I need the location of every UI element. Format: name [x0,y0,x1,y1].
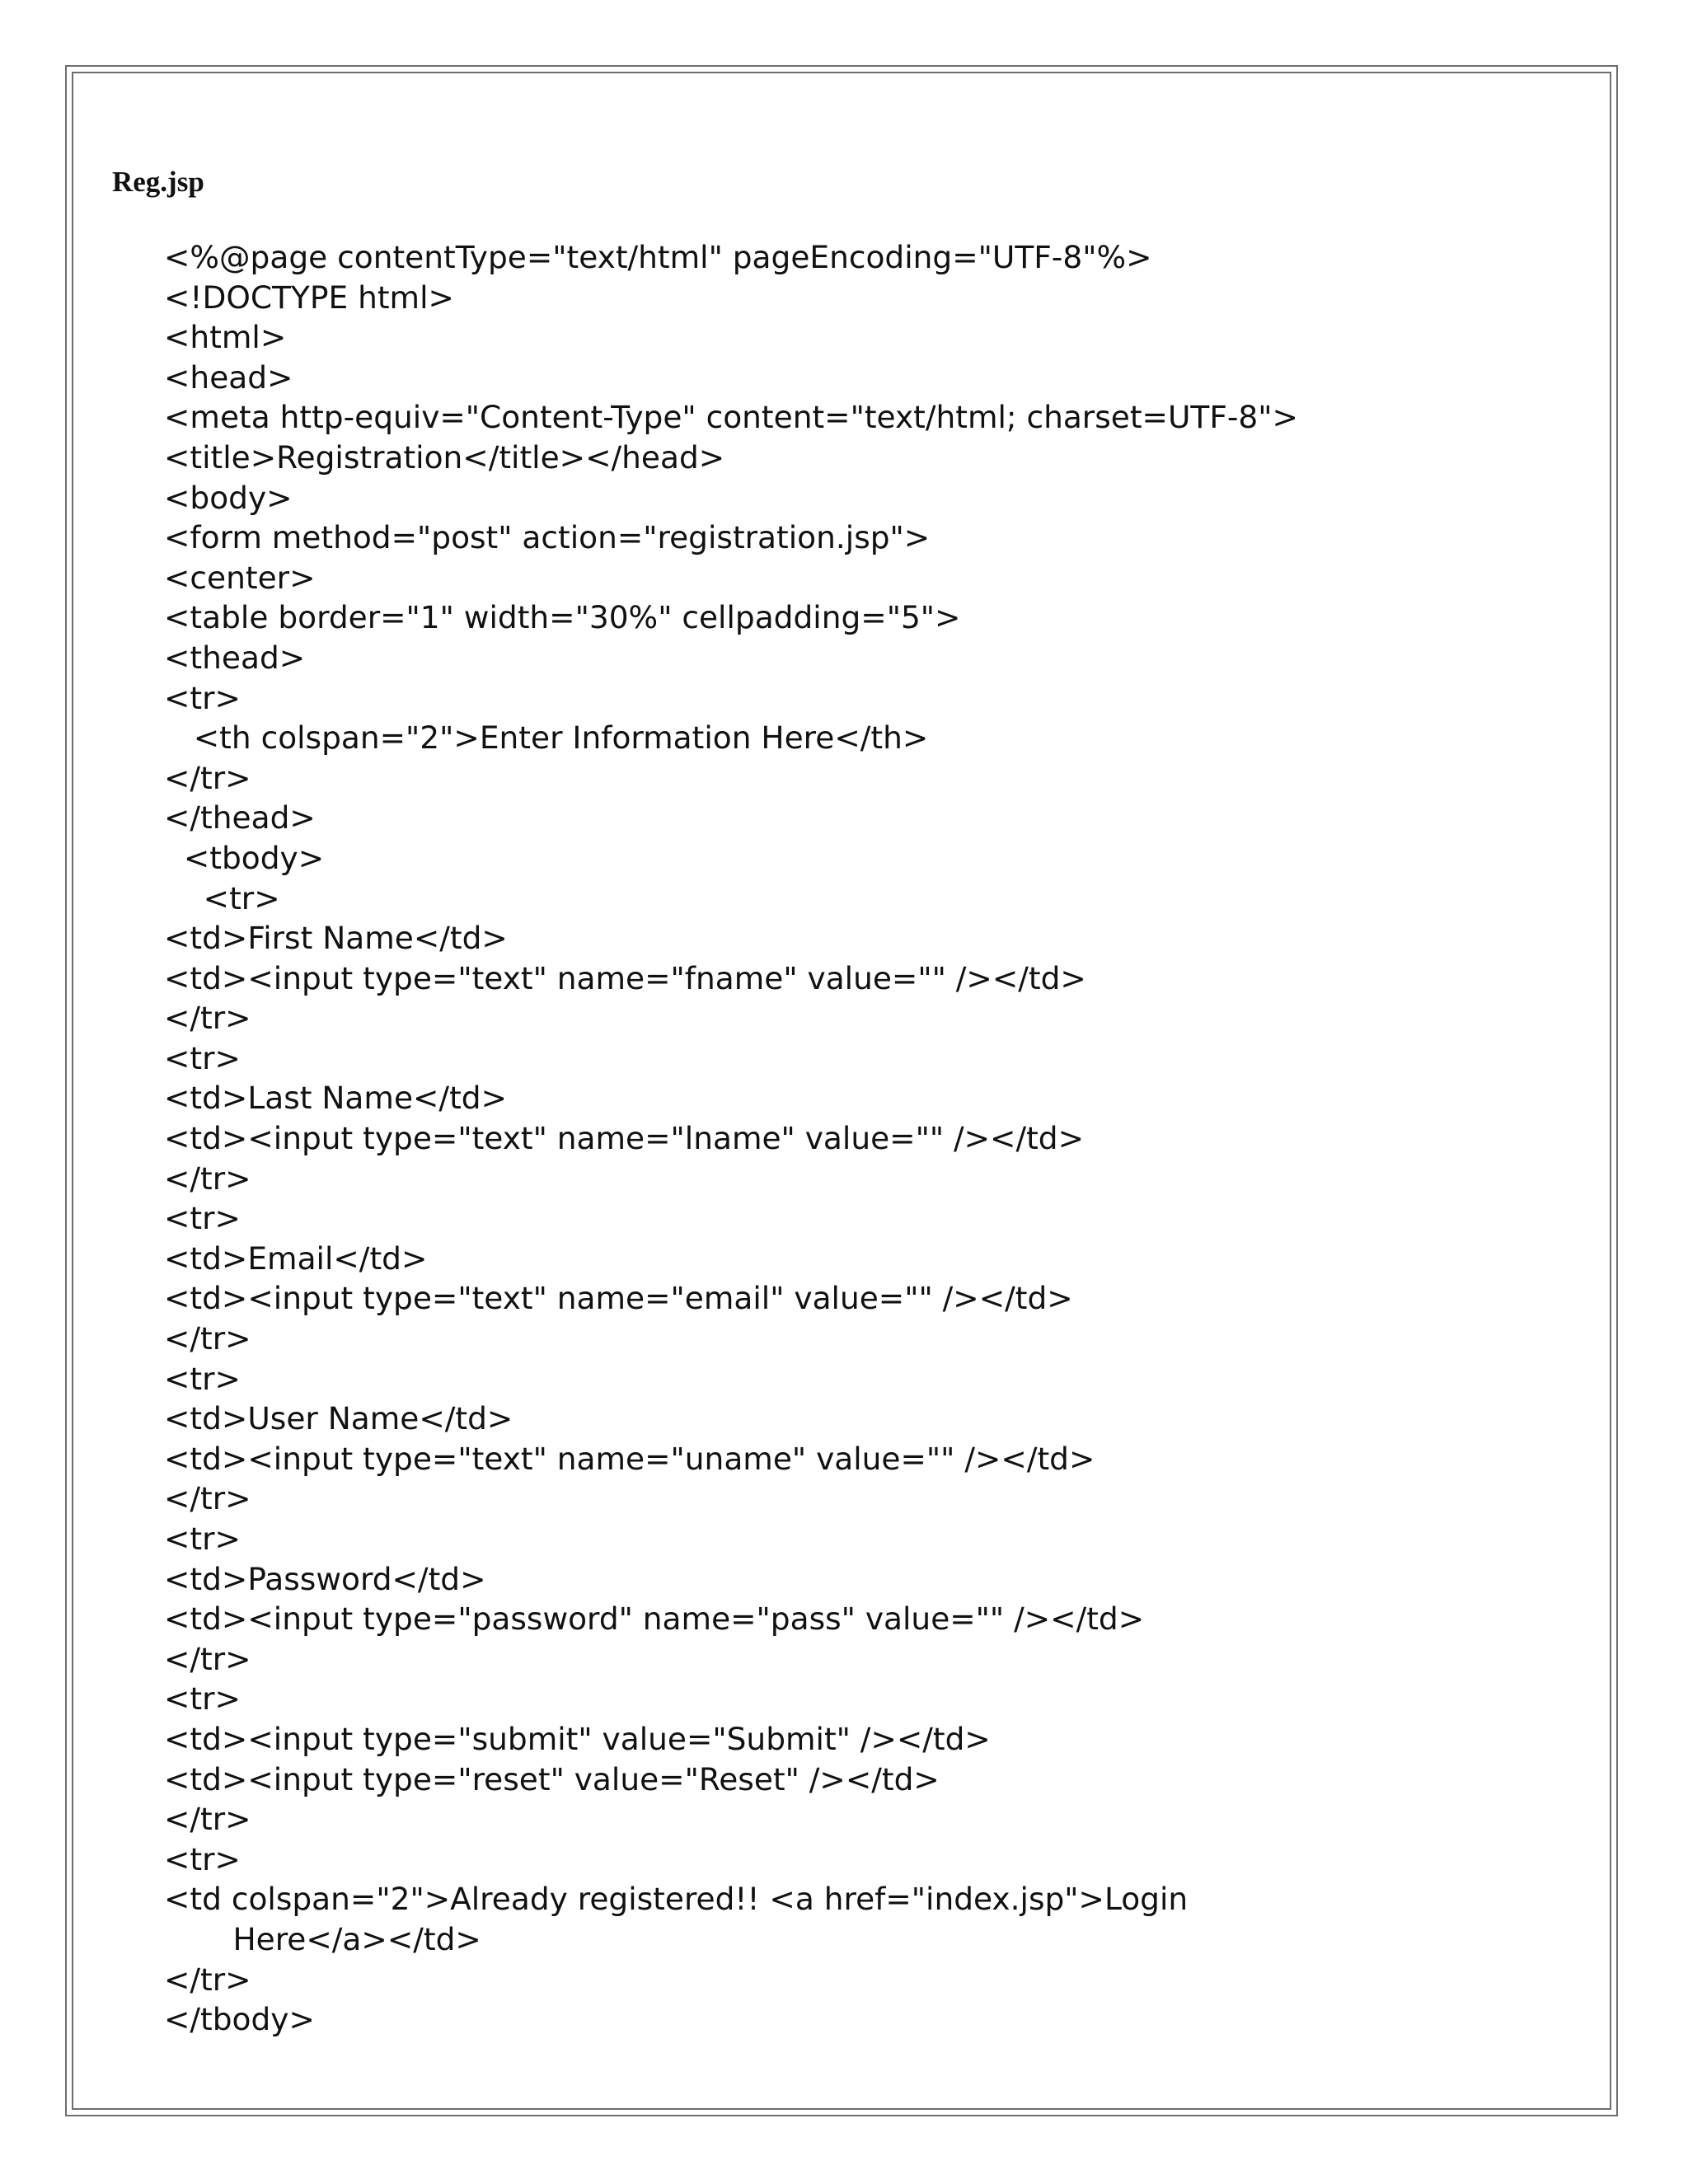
code-line: <html> [164,319,287,356]
code-line: <td>First Name</td> [164,920,508,957]
code-line: <!DOCTYPE html> [164,279,454,316]
code-line: <td>User Name</td> [164,1400,513,1437]
code-line: <td><input type="text" name="fname" value="" /></td> [164,959,1086,996]
code-line: <tr> [164,879,280,916]
code-line: </tr> [164,1480,251,1517]
code-line: <td><input type="text" name="uname" value="" /></td> [164,1440,1095,1477]
code-line: Here</a></td> [164,1920,481,1957]
code-line: </tbody> [164,2001,315,2038]
code-line: </tr> [164,759,251,796]
code-line: </tr> [164,1801,251,1838]
code-line: <th colspan="2">Enter Information Here</th> [164,719,929,757]
code-line: <thead> [164,639,306,676]
code-line: <%@page contentType="text/html" pageEncoding="UTF-8"%> [164,239,1152,275]
code-line: <td><input type="text" name="email" value="" /></td> [164,1280,1073,1317]
code-line: <td><input type="reset" value="Reset" /></td> [164,1760,940,1797]
code-line: <tr> [164,1039,241,1076]
code-line: </tr> [164,1961,251,1998]
code-line: <form method="post" action="registration.jsp"> [164,519,931,556]
code-line: <center> [164,559,316,596]
code-line: <td><input type="text" name="lname" value="" /></td> [164,1120,1085,1157]
code-line: </thead> [164,799,316,837]
document-title: Reg.jsp [112,166,204,198]
code-line: </tr> [164,1320,251,1357]
code-line: <td>Email</td> [164,1240,428,1277]
code-line: <body> [164,479,293,516]
code-line: <tr> [164,1200,241,1237]
code-line: <td colspan="2">Already registered!! <a href="index.jsp">Login [164,1881,1189,1918]
code-line: <tr> [164,1360,241,1397]
code-line: <tr> [164,1680,241,1718]
code-line: <title>Registration</title></head> [164,438,725,476]
code-line: </tr> [164,1000,251,1037]
code-line: <table border="1" width="30%" cellpadding="5"> [164,599,961,636]
code-line: <td>Last Name</td> [164,1080,507,1117]
code-line: <tr> [164,1521,241,1557]
code-line: </tr> [164,1640,251,1677]
code-line: <tr> [164,679,241,716]
code-line: <tr> [164,1840,241,1877]
code-line: <td>Password</td> [164,1560,486,1597]
code-line: <tbody> [164,839,325,876]
code-listing [164,237,1298,2040]
code-line: <head> [164,359,293,396]
code-line: </tr> [164,1160,251,1197]
code-line: <td><input type="password" name="pass" value="" /></td> [164,1601,1145,1638]
code-line: <meta http-equiv="Content-Type" content="text/html; charset=UTF-8"> [164,399,1298,436]
code-line: <td><input type="submit" value="Submit" /></td> [164,1720,991,1757]
